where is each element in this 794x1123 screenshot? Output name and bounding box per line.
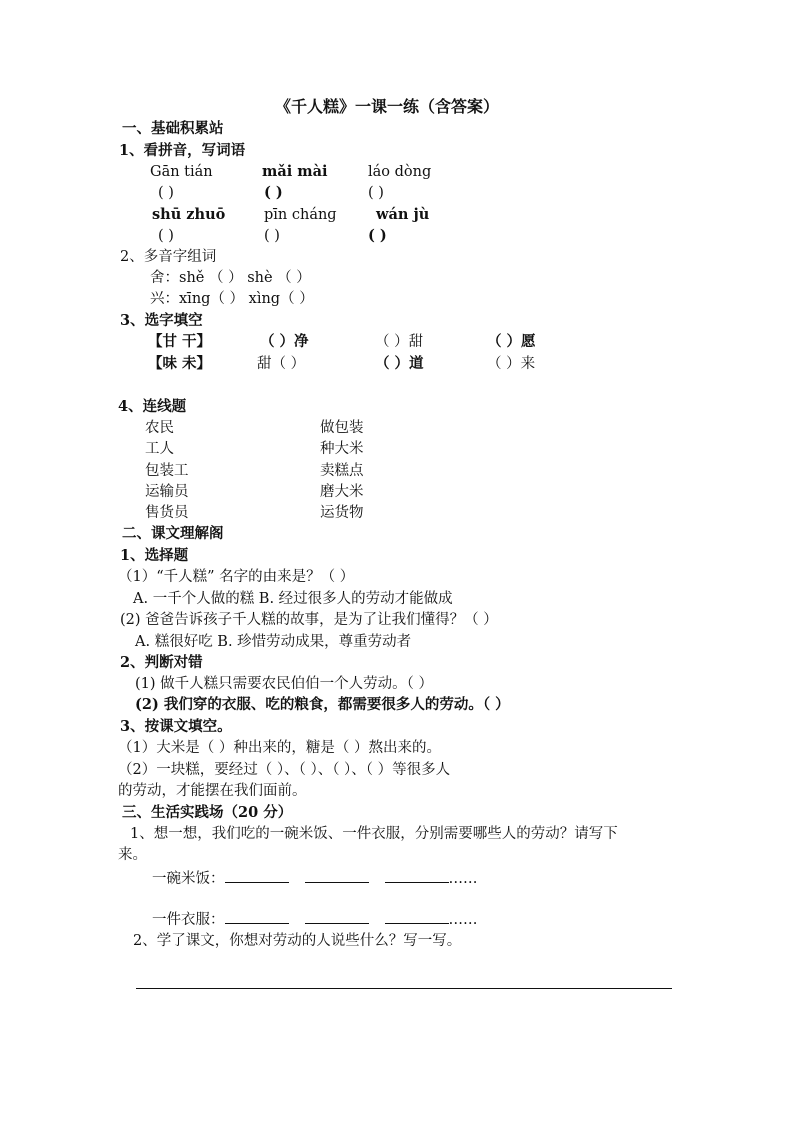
answer-blank[interactable]: ( ) [368, 185, 384, 201]
answer-underline[interactable] [225, 909, 289, 924]
answer-blank[interactable]: ( ) [158, 228, 174, 244]
choice-options[interactable]: A. 糕很好吃 B. 珍惜劳动成果，尊重劳动者 [135, 634, 412, 650]
choice-question[interactable]: (2) 爸爸告诉孩子千人糕的故事，是为了让我们懂得？（ ） [120, 612, 498, 628]
pinyin-laodong: láo dòng [368, 164, 432, 180]
pinyin-shuzhuo: shū zhuō [152, 206, 226, 223]
answer-underline[interactable] [305, 868, 369, 883]
fill-blank[interactable]: （ ）来 [487, 356, 536, 372]
match-left-item[interactable]: 农民 [145, 420, 174, 436]
fill-sentence[interactable]: （1）大米是（ ）种出来的，糖是（ ）熬出来的。 [118, 740, 441, 756]
answer-blank[interactable]: ( ) [264, 184, 283, 201]
s2-q3-label: 3、按课文填空。 [120, 718, 232, 735]
match-right-item[interactable]: 磨大米 [320, 484, 364, 500]
answer-underline[interactable] [225, 868, 289, 883]
answer-blank[interactable]: ( ) [158, 185, 174, 201]
char-choice-gan: 【甘 干】 [148, 333, 212, 350]
practice-question-cont: 来。 [118, 847, 147, 863]
answer-blank[interactable]: ( ) [264, 228, 280, 244]
section3-heading: 三、生活实践场（20 分） [122, 804, 293, 821]
fill-blank[interactable]: 甜（ ） [257, 356, 306, 372]
choice-question[interactable]: （1）“千人糕” 名字的由来是？（ ） [118, 569, 355, 585]
cloth-answer-row [152, 909, 478, 930]
match-right-item[interactable]: 卖糕点 [320, 463, 364, 479]
pinyin-wanju: wán jù [376, 206, 430, 223]
fill-blank[interactable]: （ ）愿 [487, 333, 536, 350]
choice-options[interactable]: A. 一千个人做的糕 B. 经过很多人的劳动才能做成 [133, 591, 453, 607]
char-choice-wei: 【味 未】 [148, 355, 212, 372]
fill-blank[interactable]: （ ）道 [375, 355, 424, 372]
q3-label: 3、选字填空 [120, 312, 203, 329]
q4-label: 4、连线题 [118, 398, 187, 415]
answer-underline[interactable] [385, 909, 449, 924]
s2-q1-label: 1、选择题 [120, 547, 189, 564]
ellipsis: …… [448, 871, 478, 887]
polyphone-xing[interactable]: 兴：xīng（ ） xìng（ ） [150, 291, 314, 307]
fill-blank[interactable]: （ ）甜 [375, 334, 424, 350]
answer-underline[interactable] [305, 909, 369, 924]
section2-heading: 二、课文理解阁 [122, 525, 224, 542]
match-left-item[interactable]: 售货员 [145, 505, 189, 521]
writing-line[interactable] [136, 988, 672, 989]
fill-sentence[interactable]: （2）一块糕，要经过（ ）、（ ）、（ ）、（ ）等很多人 [118, 762, 451, 778]
true-false-item[interactable]: (1) 做千人糕只需要农民伯伯一个人劳动。（ ） [135, 676, 434, 692]
q1-label: 1、看拼音，写词语 [119, 142, 246, 159]
practice-question: 1、想一想，我们吃的一碗米饭、一件衣服，分别需要哪些人的劳动？请写下 [130, 826, 618, 842]
s2-q2-label: 2、判断对错 [120, 654, 203, 671]
polyphone-she[interactable]: 舍：shě （ ） shè （ ） [150, 270, 311, 286]
match-left-item[interactable]: 工人 [145, 441, 174, 457]
rice-label: 一碗米饭： [152, 871, 225, 887]
rice-answer-row [152, 868, 478, 889]
pinyin-maimai: mǎi mài [262, 163, 328, 180]
fill-blank[interactable]: （ ）净 [260, 333, 309, 350]
match-left-item[interactable]: 运输员 [145, 484, 189, 500]
match-right-item[interactable]: 做包装 [320, 420, 364, 436]
fill-sentence-cont: 的劳动，才能摆在我们面前。 [118, 783, 307, 799]
pinyin-pinchang: pīn chánɡ [264, 207, 337, 223]
pinyin-ganytian: Gān tián [150, 164, 213, 180]
match-right-item[interactable]: 种大米 [320, 441, 364, 457]
page-title: 《千人糕》一课一练（含答案） [275, 97, 500, 116]
ellipsis: …… [448, 912, 478, 928]
match-left-item[interactable]: 包装工 [145, 463, 189, 479]
match-right-item[interactable]: 运货物 [320, 505, 364, 521]
answer-blank[interactable]: ( ) [368, 227, 387, 244]
q2-label: 2、多音字组词 [120, 249, 217, 265]
section1-heading: 一、基础积累站 [122, 120, 224, 137]
cloth-label: 一件衣服： [152, 912, 225, 928]
true-false-item[interactable]: (2) 我们穿的衣服、吃的粮食，都需要很多人的劳动。（ ） [135, 696, 510, 713]
answer-underline[interactable] [385, 868, 449, 883]
practice-question-2: 2、学了课文，你想对劳动的人说些什么？写一写。 [133, 933, 462, 949]
